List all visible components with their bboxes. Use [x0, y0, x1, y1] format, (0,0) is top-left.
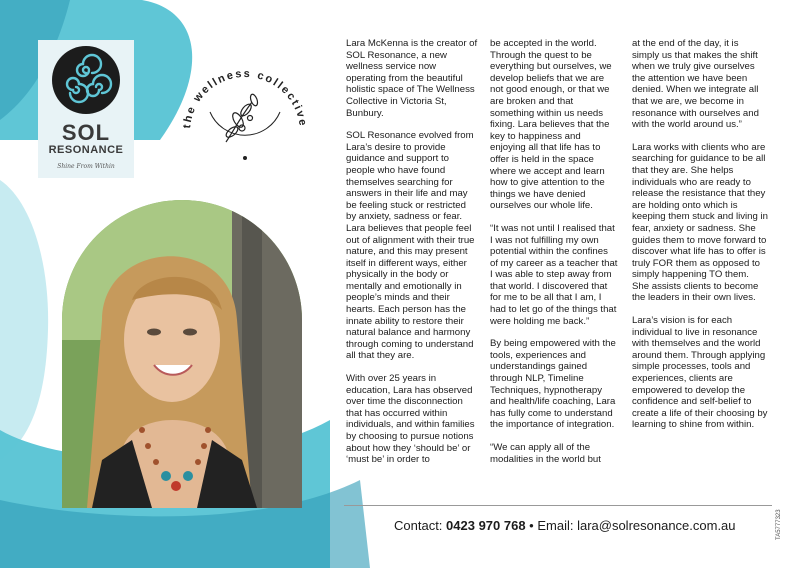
- word-collective: collective: [255, 69, 309, 129]
- paragraph: With over 25 years in education, Lara has observed over time the disconnection that has occurred within individuals, and within families by choosing to pursue notions about how they ‘should be’ or ‘must be’ in order to: [346, 373, 475, 466]
- paragraph: be accepted in the world. Through the quest to be everything but ourselves, we develop beliefs that we are not good enough, or that we are broken and that something within us needs fixing. Lara believes that the key to happiness and enjoying all that life has to offer is held in the space where we accept and learn how to give attention to the things we have denied ourselves our whole life.: [490, 38, 612, 212]
- contact-divider: [344, 505, 772, 506]
- paragraph: Lara McKenna is the creator of SOL Resonance, a new wellness service now operating from the beautiful holistic space of The Wellness Collective in Victoria St, Bunbury.: [346, 38, 478, 119]
- brand-name: SOL: [61, 120, 111, 145]
- triple-spiral-icon: [52, 46, 120, 114]
- portrait-photo: [62, 200, 302, 508]
- contact-separator: • Email:: [525, 518, 578, 533]
- ad-reference-code: TA5777323: [776, 509, 782, 540]
- wellness-arc-text: [181, 68, 309, 129]
- paragraph: at the end of the day, it is simply us that makes the shift when we truly give ourselves the attention we have been denied. When we integrate all that we are, we become in resonance with ourselves and with the world around us.”: [632, 38, 759, 131]
- paragraph: SOL Resonance evolved from Lara’s desire to provide guidance and support to people who have found themselves searching for answers in their life and may be feeling stuck or restricted by anxiety, sadness or fear. Lara believes that people feel out of alignment with their true nature, and this may present itself in different ways, either physically in the body or mentally and emotionally in people’s minds and their hearts. Each person has the innate ability to restore their natural balance and harmony through coming to understand all that they are.: [346, 130, 475, 362]
- paragraph: Lara’s vision is for each individual to live in resonance with themselves and the world around them. Through applying simple processes, tools and experiences, clients are empowered to develop the confidence and self-belief to create a life of their choosing by learning to shine from within.: [632, 315, 768, 431]
- word-the: the: [181, 103, 199, 129]
- contact-prefix: Contact:: [394, 518, 447, 533]
- article-column-1: [346, 38, 478, 477]
- sol-resonance-logo: [38, 40, 134, 178]
- word-wellness: wellness: [191, 67, 253, 105]
- left-teal-wave: [0, 180, 48, 460]
- paragraph: Lara works with clients who are searching for guidance to be all that they are. She helps individuals who are ready to release the resistance that they are holding onto which is keeping them stuck and living in fear, anxiety or sadness. She guides them to move forward to discover what life has to offer is truly FOR them as opposed to simply happening TO them. She assists clients to become the leaders in their own lives.: [632, 141, 768, 304]
- wellness-collective-logo: [168, 40, 318, 170]
- article-column-2: [490, 38, 618, 476]
- article-column-3: [632, 38, 768, 442]
- paragraph: “We can apply all of the modalities in the world but: [490, 442, 601, 465]
- email-address[interactable]: lara@solresonance.com.au: [577, 518, 736, 533]
- paragraph: By being empowered with the tools, experiences and understandings gained through NLP, Timeline Techniques, hypnotherapy and health/life coaching, Lara has fully come to understand the importance of integration.: [490, 338, 616, 431]
- paragraph: “It was not until I realised that I was not fulfilling my own potential within the confines of my career as a teacher that I was able to step away from that world. I discovered that for me to be all that I am, I had to let go of the things that were holding me back.”: [490, 222, 618, 327]
- phone-number[interactable]: 0423 970 768: [446, 518, 526, 533]
- logo-dot: [243, 156, 247, 160]
- brand-subtitle: RESONANCE: [48, 144, 124, 156]
- contact-line: [394, 518, 736, 533]
- brand-tagline: Shine From Within: [57, 163, 115, 170]
